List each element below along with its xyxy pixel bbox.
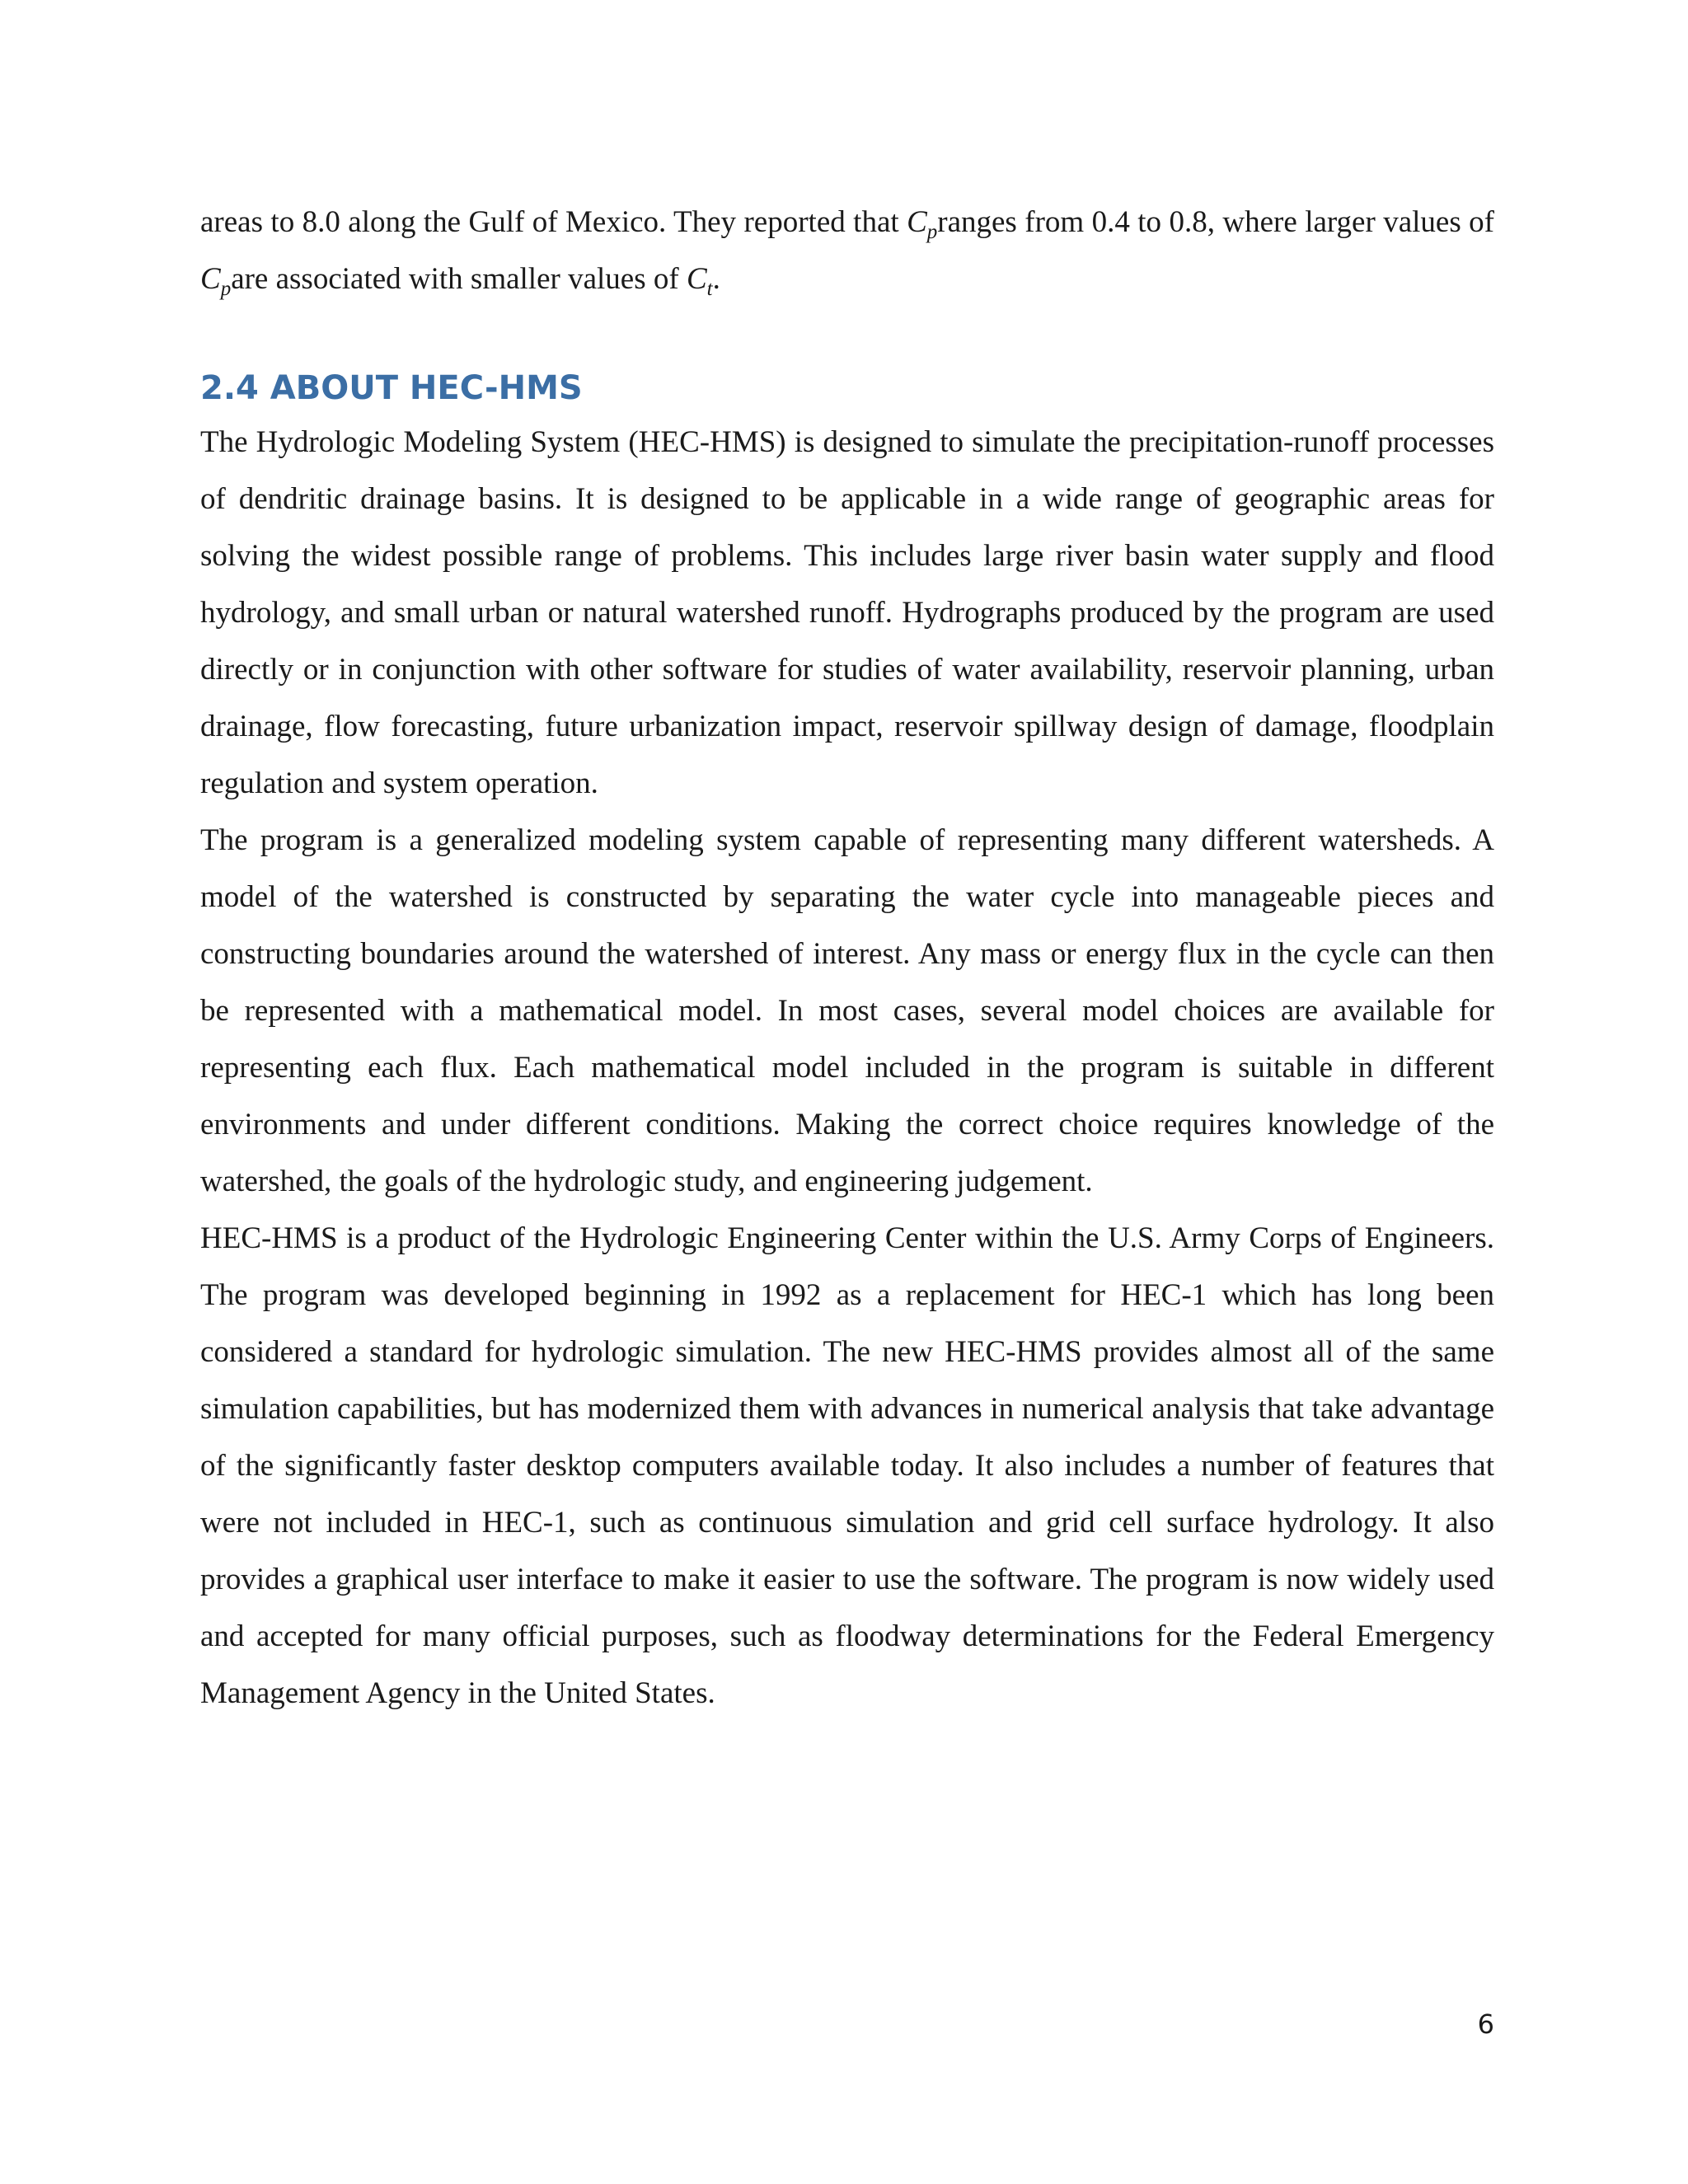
cp2-symbol: C xyxy=(200,262,221,296)
paragraph-modeling-system: The program is a generalized modeling system capable of representing many different watersheds. A model of the watershed is constructed by separating the water cycle into manageable pieces and constructing boundaries around the watershed of interest. Any mass or energy flux in the cycle can then be represented with a mathematical model. In most cases, several model choices are available for representing each flux. Each mathematical model included in the program is suitable in different environments and under different conditions. Making the correct choice requires knowledge of the watershed, the goals of the hydrologic study, and engineering judgement. xyxy=(200,823,1494,1198)
paragraph-hms-overview: The Hydrologic Modeling System (HEC-HMS) is designed to simulate the precipitation-runoff processes of dendritic drainage basins. It is designed to be applicable in a wide range of geographic areas for solving the widest possible range of problems. This includes large river basin water supply and flood hydrology, and small urban or natural watershed runoff. Hydrographs produced by the program are used directly or in conjunction with other software for studies of water availability, reservoir planning, urban drainage, flow forecasting, future urbanization impact, reservoir spillway design of damage, floodplain regulation and system operation. xyxy=(200,425,1494,800)
cp-symbol: C xyxy=(907,205,927,239)
section-heading: 2.4 ABOUT HEC-HMS xyxy=(200,369,583,407)
cp2-subscript: p xyxy=(220,278,232,300)
page-number: 6 xyxy=(1477,2008,1494,2040)
paragraph-hec-product: HEC-HMS is a product of the Hydrologic Engineering Center within the U.S. Army Corps of Engineers. The program was developed beginning in 1992 as a replacement for HEC-1 which has long been considered a standard for hydrologic simulation. The new HEC-HMS provides almost all of the same simulation capabilities, but has modernized them with advances in numerical analysis that take advantage of the significantly faster desktop computers available today. It also includes a number of features that were not included in HEC-1, such as continuous simulation and grid cell surface hydrology. It also provides a graphical user interface to make it easier to use the software. The program is now widely used and accepted for many official purposes, such as floodway determinations for the Federal Emergency Management Agency in the United States. xyxy=(200,1221,1494,1710)
ct-symbol: C xyxy=(686,262,707,296)
intro-paragraph xyxy=(200,194,1494,307)
intro-text-a: areas to 8.0 along the Gulf of Mexico. They reported that xyxy=(200,205,907,239)
ct-subscript: t xyxy=(706,278,713,300)
intro-text-c: are associated with smaller values of xyxy=(231,262,687,296)
intro-text-end: . xyxy=(712,262,720,296)
page-body xyxy=(200,194,1494,1722)
cp-subscript: p xyxy=(926,221,938,243)
intro-text-b: ranges from 0.4 to 0.8, where larger values of xyxy=(937,205,1494,239)
